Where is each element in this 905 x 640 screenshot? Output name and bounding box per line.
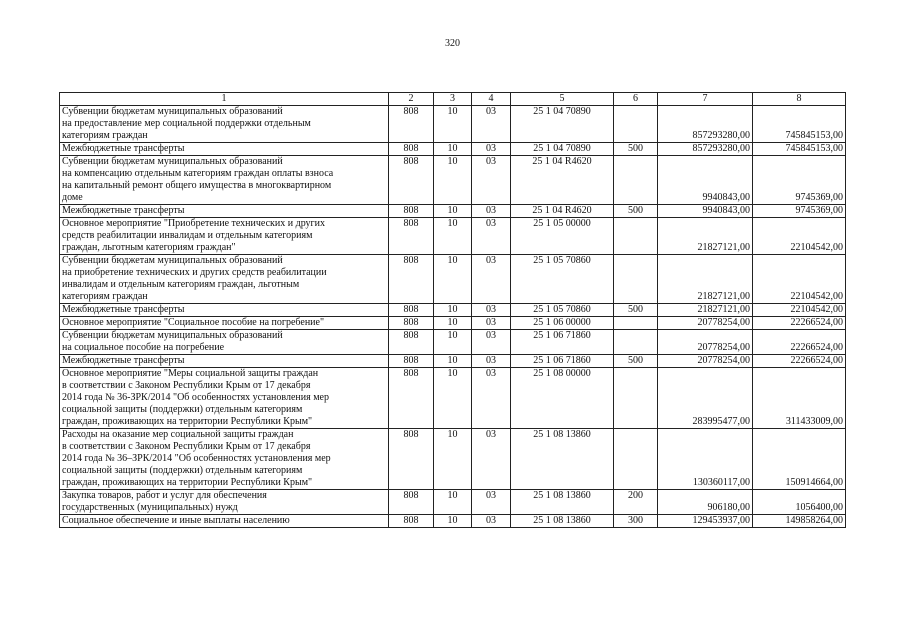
row-name — [60, 429, 389, 490]
section-code: 10 — [434, 355, 472, 368]
section-code: 10 — [434, 490, 472, 515]
ministry-code: 808 — [389, 143, 434, 156]
row-name-line: Субвенции бюджетам муниципальных образований — [62, 255, 283, 266]
row-name-line: Основное мероприятие "Социальное пособие на погребение" — [62, 317, 325, 328]
section-code: 10 — [434, 368, 472, 429]
amount-year-2: 1056400,00 — [753, 490, 846, 515]
amount-year-2: 22266524,00 — [753, 317, 846, 330]
amount-year-2: 149858264,00 — [753, 515, 846, 528]
subsection-code: 03 — [472, 255, 511, 304]
expense-type-code — [614, 429, 658, 490]
subsection-code: 03 — [472, 304, 511, 317]
target-article-code: 25 1 04 70890 — [511, 106, 614, 143]
ministry-code: 808 — [389, 429, 434, 490]
table-header-row — [60, 93, 846, 106]
table-row — [60, 330, 846, 355]
row-name-line: государственных (муниципальных) нужд — [62, 502, 238, 513]
row-name-line: Основное мероприятие "Меры социальной защиты граждан — [62, 368, 319, 379]
column-header: 5 — [511, 93, 614, 106]
column-header: 3 — [434, 93, 472, 106]
row-name-line: на капитальный ремонт общего имущества в многоквартирном — [62, 180, 332, 191]
table-row — [60, 515, 846, 528]
subsection-code: 03 — [472, 143, 511, 156]
amount-year-1: 9940843,00 — [658, 156, 753, 205]
subsection-code: 03 — [472, 429, 511, 490]
subsection-code: 03 — [472, 205, 511, 218]
amount-year-1: 21827121,00 — [658, 255, 753, 304]
row-name — [60, 317, 389, 330]
row-name — [60, 156, 389, 205]
target-article-code: 25 1 06 71860 — [511, 330, 614, 355]
expense-type-code: 500 — [614, 304, 658, 317]
section-code: 10 — [434, 304, 472, 317]
amount-year-2: 745845153,00 — [753, 106, 846, 143]
row-name-line: инвалидам и отдельным категориям граждан, льготным — [62, 279, 300, 290]
row-name — [60, 106, 389, 143]
expense-type-code — [614, 106, 658, 143]
target-article-code: 25 1 08 00000 — [511, 368, 614, 429]
target-article-code: 25 1 05 00000 — [511, 218, 614, 255]
target-article-code: 25 1 06 71860 — [511, 355, 614, 368]
section-code: 10 — [434, 429, 472, 490]
ministry-code: 808 — [389, 317, 434, 330]
table-row — [60, 143, 846, 156]
amount-year-1: 857293280,00 — [658, 106, 753, 143]
target-article-code: 25 1 05 70860 — [511, 304, 614, 317]
ministry-code: 808 — [389, 355, 434, 368]
column-header: 6 — [614, 93, 658, 106]
subsection-code: 03 — [472, 515, 511, 528]
amount-year-2: 22104542,00 — [753, 255, 846, 304]
amount-year-1: 906180,00 — [658, 490, 753, 515]
amount-year-2: 745845153,00 — [753, 143, 846, 156]
expense-type-code: 300 — [614, 515, 658, 528]
target-article-code: 25 1 08 13860 — [511, 490, 614, 515]
row-name — [60, 330, 389, 355]
section-code: 10 — [434, 218, 472, 255]
amount-year-1: 9940843,00 — [658, 205, 753, 218]
row-name-line: граждан, льготным категориям граждан" — [62, 242, 236, 253]
section-code: 10 — [434, 156, 472, 205]
ministry-code: 808 — [389, 255, 434, 304]
row-name — [60, 205, 389, 218]
ministry-code: 808 — [389, 515, 434, 528]
target-article-code: 25 1 08 13860 — [511, 515, 614, 528]
ministry-code: 808 — [389, 205, 434, 218]
table-row — [60, 429, 846, 490]
amount-year-1: 21827121,00 — [658, 304, 753, 317]
row-name-line: Социальное обеспечение и иные выплаты населению — [62, 515, 290, 526]
table-row — [60, 106, 846, 143]
section-code: 10 — [434, 515, 472, 528]
row-name — [60, 515, 389, 528]
row-name-line: на предоставление мер социальной поддержки отдельным — [62, 118, 311, 129]
row-name-line: в соответствии с Законом Республики Крым от 17 декабря — [62, 441, 311, 452]
section-code: 10 — [434, 143, 472, 156]
row-name-line: 2014 года № 36-ЗРК/2014 "Об особенностях установления мер — [62, 392, 329, 403]
target-article-code: 25 1 04 70890 — [511, 143, 614, 156]
table-row — [60, 490, 846, 515]
amount-year-1: 20778254,00 — [658, 355, 753, 368]
row-name — [60, 143, 389, 156]
column-header: 8 — [753, 93, 846, 106]
amount-year-2: 22104542,00 — [753, 218, 846, 255]
row-name-line: граждан, проживающих на территории Республики Крым" — [62, 477, 313, 488]
expense-type-code — [614, 317, 658, 330]
row-name-line: в соответствии с Законом Республики Крым от 17 декабря — [62, 380, 311, 391]
section-code: 10 — [434, 255, 472, 304]
expense-type-code: 500 — [614, 205, 658, 218]
section-code: 10 — [434, 106, 472, 143]
expense-type-code: 500 — [614, 355, 658, 368]
column-header: 7 — [658, 93, 753, 106]
section-code: 10 — [434, 317, 472, 330]
amount-year-2: 22266524,00 — [753, 330, 846, 355]
ministry-code: 808 — [389, 156, 434, 205]
expense-type-code — [614, 156, 658, 205]
row-name-line: граждан, проживающих на территории Республики Крым" — [62, 416, 313, 427]
target-article-code: 25 1 08 13860 — [511, 429, 614, 490]
row-name — [60, 218, 389, 255]
row-name — [60, 304, 389, 317]
amount-year-2: 150914664,00 — [753, 429, 846, 490]
row-name-line: на приобретение технических и других средств реабилитации — [62, 267, 327, 278]
subsection-code: 03 — [472, 106, 511, 143]
table-row — [60, 304, 846, 317]
target-article-code: 25 1 06 00000 — [511, 317, 614, 330]
subsection-code: 03 — [472, 490, 511, 515]
ministry-code: 808 — [389, 106, 434, 143]
column-header: 2 — [389, 93, 434, 106]
row-name-line: Межбюджетные трансферты — [62, 304, 185, 315]
amount-year-2: 22266524,00 — [753, 355, 846, 368]
row-name-line: доме — [62, 192, 83, 203]
table-row — [60, 205, 846, 218]
row-name-line: средств реабилитации инвалидам и отдельным категориям — [62, 230, 313, 241]
expense-type-code — [614, 255, 658, 304]
row-name — [60, 355, 389, 368]
row-name-line: категориям граждан — [62, 130, 148, 141]
ministry-code: 808 — [389, 368, 434, 429]
row-name — [60, 368, 389, 429]
target-article-code: 25 1 04 R4620 — [511, 156, 614, 205]
section-code: 10 — [434, 330, 472, 355]
amount-year-1: 130360117,00 — [658, 429, 753, 490]
amount-year-2: 9745369,00 — [753, 205, 846, 218]
row-name-line: на социальное пособие на погребение — [62, 342, 225, 353]
subsection-code: 03 — [472, 355, 511, 368]
subsection-code: 03 — [472, 317, 511, 330]
amount-year-2: 311433009,00 — [753, 368, 846, 429]
target-article-code: 25 1 04 R4620 — [511, 205, 614, 218]
subsection-code: 03 — [472, 368, 511, 429]
row-name-line: Субвенции бюджетам муниципальных образований — [62, 106, 283, 117]
row-name-line: Расходы на оказание мер социальной защиты граждан — [62, 429, 294, 440]
row-name — [60, 255, 389, 304]
page-number: 320 — [445, 38, 460, 49]
ministry-code: 808 — [389, 304, 434, 317]
column-header: 1 — [60, 93, 389, 106]
amount-year-1: 129453937,00 — [658, 515, 753, 528]
section-code: 10 — [434, 205, 472, 218]
row-name-line: Закупка товаров, работ и услуг для обеспечения — [62, 490, 267, 501]
row-name-line: 2014 года № 36–ЗРК/2014 "Об особенностях установления мер — [62, 453, 331, 464]
row-name-line: Межбюджетные трансферты — [62, 355, 185, 366]
row-name-line: Основное мероприятие "Приобретение технических и других — [62, 218, 326, 229]
target-article-code: 25 1 05 70860 — [511, 255, 614, 304]
subsection-code: 03 — [472, 156, 511, 205]
row-name-line: Межбюджетные трансферты — [62, 205, 185, 216]
ministry-code: 808 — [389, 218, 434, 255]
row-name-line: Субвенции бюджетам муниципальных образований — [62, 156, 283, 167]
row-name-line: категориям граждан — [62, 291, 148, 302]
expense-type-code — [614, 218, 658, 255]
column-header: 4 — [472, 93, 511, 106]
amount-year-2: 22104542,00 — [753, 304, 846, 317]
table-row — [60, 218, 846, 255]
amount-year-1: 857293280,00 — [658, 143, 753, 156]
amount-year-1: 20778254,00 — [658, 317, 753, 330]
amount-year-1: 21827121,00 — [658, 218, 753, 255]
expense-type-code: 500 — [614, 143, 658, 156]
table-row — [60, 255, 846, 304]
table-row — [60, 355, 846, 368]
table-row — [60, 368, 846, 429]
expense-type-code — [614, 330, 658, 355]
ministry-code: 808 — [389, 490, 434, 515]
row-name — [60, 490, 389, 515]
expense-type-code — [614, 368, 658, 429]
table-row — [60, 156, 846, 205]
row-name-line: Межбюджетные трансферты — [62, 143, 185, 154]
subsection-code: 03 — [472, 218, 511, 255]
amount-year-2: 9745369,00 — [753, 156, 846, 205]
row-name-line: социальной защиты (поддержки) отдельным категориям — [62, 404, 303, 415]
ministry-code: 808 — [389, 330, 434, 355]
expense-type-code: 200 — [614, 490, 658, 515]
row-name-line: на компенсацию отдельным категориям граждан оплаты взноса — [62, 168, 334, 179]
subsection-code: 03 — [472, 330, 511, 355]
budget-table — [59, 92, 846, 528]
amount-year-1: 20778254,00 — [658, 330, 753, 355]
table-row — [60, 317, 846, 330]
amount-year-1: 283995477,00 — [658, 368, 753, 429]
row-name-line: Субвенции бюджетам муниципальных образований — [62, 330, 283, 341]
row-name-line: социальной защиты (поддержки) отдельным категориям — [62, 465, 303, 476]
